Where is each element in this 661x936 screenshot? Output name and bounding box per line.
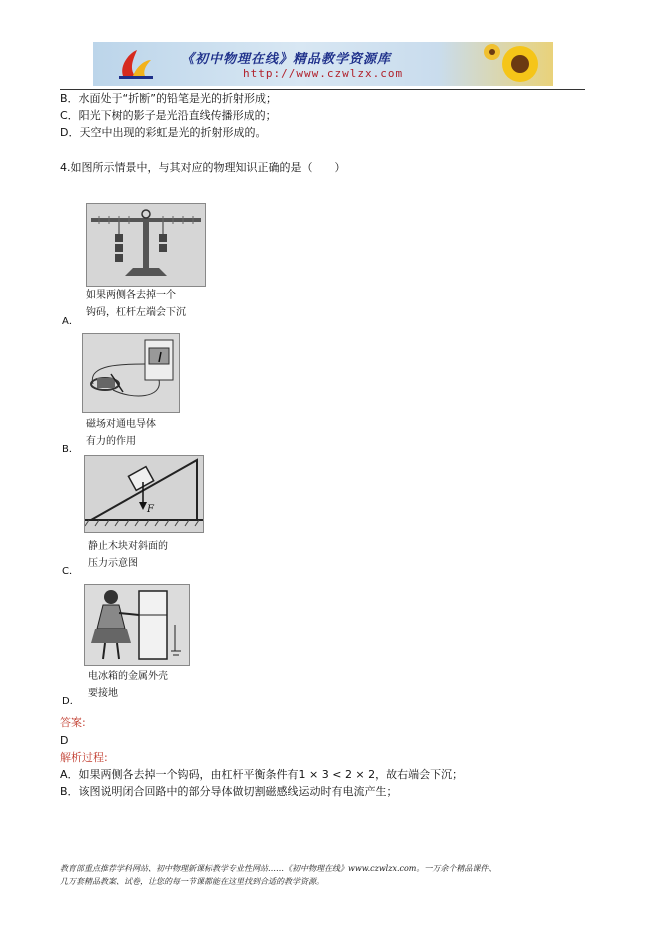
caption-b-line2: 有力的作用 [86, 436, 136, 447]
caption-c-line1: 静止木块对斜面的 [88, 541, 168, 552]
caption-c-line2: 压力示意图 [88, 558, 138, 569]
header-banner [93, 42, 553, 86]
option-b-line: B．水面处于“折断”的铅笔是光的折射形成； [60, 92, 277, 105]
option-c-label: C． [62, 566, 79, 577]
option-a-label: A． [62, 316, 79, 327]
caption-d-line2: 要接地 [88, 688, 118, 699]
logo-icon [115, 46, 155, 82]
sunflower-icon [478, 42, 553, 86]
analysis-b: B．该图说明闭合回路中的部分导体做切割磁感线运动时有电流产生； [60, 785, 398, 798]
option-b-label: B． [62, 444, 79, 455]
option-d-line: D．天空中出现的彩虹是光的折射形成的。 [60, 126, 267, 139]
refrigerator-figure [84, 584, 190, 666]
question-text: 4.如图所示情景中，与其对应的物理知识正确的是（ ） [60, 161, 346, 174]
caption-b-line1: 磁场对通电导体 [86, 419, 156, 430]
incline-figure [84, 455, 204, 533]
footer-line2: 几万套精品教案、试卷，让您的每一节课都能在这里找到合适的教学资源。 [60, 877, 324, 886]
analysis-a: A．如果两侧各去掉一个钩码，由杠杆平衡条件有1 × 3 < 2 × 2，故右端会下沉； [60, 768, 464, 781]
caption-d-line1: 电冰箱的金属外壳 [88, 671, 168, 682]
footer-line1: 教育部重点推荐学科网站、初中物理新课标教学专业性网站……《初中物理在线》www.czwlzx.com。一万余个精品课件、 [60, 864, 497, 873]
lever-figure [86, 203, 206, 287]
answer-label: 答案: [60, 716, 86, 729]
answer-value: D [60, 734, 69, 747]
caption-a-line1: 如果两侧各去掉一个 [86, 290, 176, 301]
caption-a-line2: 钩码，杠杆左端会下沉 [86, 307, 186, 318]
option-c-line: C．阳光下树的影子是光沿直线传播形成的； [60, 109, 277, 122]
footer [60, 862, 600, 888]
force-label: F [147, 504, 154, 515]
banner-url: http://www.czwlzx.com [243, 67, 404, 80]
header-rule [60, 89, 585, 90]
circuit-figure [82, 333, 180, 413]
banner-title: 《初中物理在线》精品教学资源库 [181, 52, 392, 67]
option-d-label: D． [62, 696, 80, 707]
analysis-label: 解析过程: [60, 751, 108, 764]
